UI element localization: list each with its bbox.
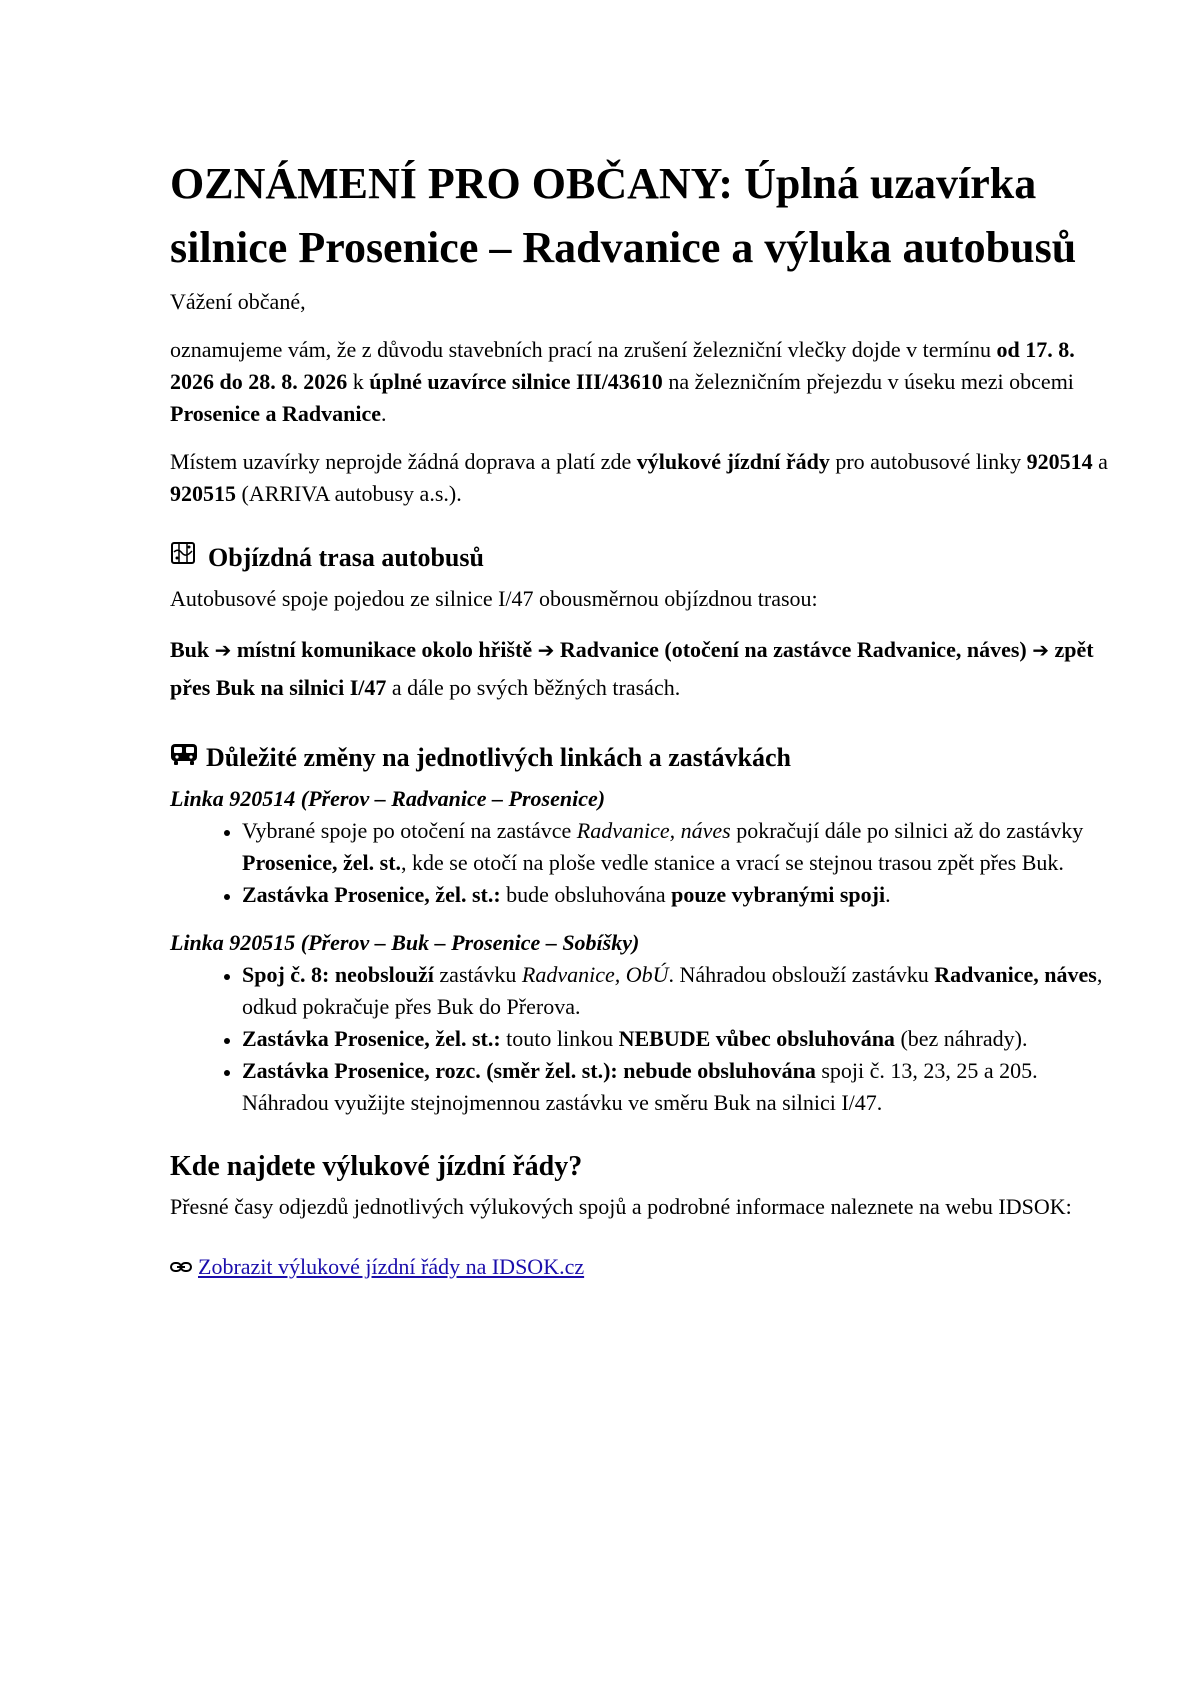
item-text: , odkud pokračuje přes Buk do Přerova.	[242, 962, 1103, 1019]
line-920515-title: Linka 920515 (Přerov – Buk – Prosenice – Sobíšky)	[170, 930, 640, 955]
item-emphasis: Spoj č. 8: neobslouží	[242, 962, 434, 987]
line-920514-title: Linka 920514 (Přerov – Radvanice – Prosenice)	[170, 786, 606, 811]
para2-text-3: a	[1092, 449, 1108, 474]
detour-text: Autobusové spoje pojedou ze silnice I/47 obousměrnou objízdnou trasou:	[170, 586, 818, 611]
document-page	[170, 152, 1110, 1283]
where-heading: Kde najdete výlukové jízdní řády?	[170, 1151, 583, 1182]
list-item	[242, 1055, 1110, 1119]
item-text: , kde se otočí na ploše vedle stanice a vrací se stejnou trasou zpět přes Buk.	[401, 850, 1064, 875]
list-item	[242, 1023, 1110, 1055]
item-text: Vybrané spoje po otočení na zastávce	[242, 818, 577, 843]
intro-paragraph	[170, 334, 1110, 430]
lines-paragraph	[170, 446, 1110, 510]
link-icon	[170, 1261, 192, 1273]
intro-text-2: k	[347, 369, 370, 394]
para2-text-1: Místem uzavírky neprojde žádná doprava a platí zde	[170, 449, 637, 474]
item-text: spoji č. 13, 23, 25 a 205. Náhradou využijte stejnojmennou zastávku ve směru Buk na silnici I/47.	[242, 1058, 1038, 1115]
item-text: zastávku	[433, 962, 522, 987]
detour-route	[170, 631, 1110, 707]
timetable-link[interactable]: Zobrazit výlukové jízdní řády na IDSOK.cz	[198, 1254, 585, 1279]
detour-heading-text: Objízdná trasa autobusů	[208, 542, 484, 572]
route-tail: a dále po svých běžných trasách.	[386, 675, 681, 700]
list-item	[242, 959, 1110, 1023]
page-title: OZNÁMENÍ PRO OBČANY: Úplná uzavírka silnice Prosenice – Radvanice a výluka autobusů	[170, 159, 1077, 272]
para2-line-1: 920514	[1026, 449, 1093, 474]
greeting: Vážení občané,	[170, 289, 306, 314]
route-stop-3: Radvanice (otočení na zastávce Radvanice, náves)	[559, 637, 1027, 662]
changes-heading	[170, 741, 1110, 775]
arrow-right-icon: ➔	[214, 638, 232, 662]
intro-dates: od 17. 8. 2026 do 28. 8. 2026	[170, 337, 1075, 394]
item-stop: Zastávka Prosenice, žel. st.:	[242, 882, 501, 907]
line-920514-list	[170, 815, 1110, 911]
item-stop: Radvanice, náves	[576, 818, 731, 843]
timetable-link-row	[170, 1251, 1110, 1283]
intro-text-1: oznamujeme vám, že z důvodu stavebních prací na zrušení železniční vlečky dojde v termínu	[170, 337, 997, 362]
item-stop: Radvanice, náves	[934, 962, 1097, 987]
intro-villages: Prosenice a Radvanice	[170, 401, 382, 426]
item-text: pokračují dále po silnici až do zastávky	[730, 818, 1084, 843]
bus-icon	[170, 741, 198, 775]
item-text: bude obsluhována	[500, 882, 672, 907]
route-stop-2: místní komunikace okolo hřiště	[236, 637, 533, 662]
detour-heading	[170, 540, 1110, 575]
route-stop-4: zpět přes Buk na silnici I/47	[170, 637, 1094, 700]
item-text: . Náhradou obslouží zastávku	[668, 962, 935, 987]
para2-text-4: (ARRIVA autobusy a.s.).	[236, 481, 462, 506]
para2-text-2: pro autobusové linky	[829, 449, 1027, 474]
map-icon	[170, 540, 196, 575]
item-text: touto linkou	[500, 1026, 619, 1051]
intro-road: úplné uzavírce silnice III/43610	[369, 369, 663, 394]
item-emphasis: NEBUDE vůbec obsluhována	[618, 1026, 895, 1051]
item-stop: Prosenice, žel. st.	[242, 850, 402, 875]
route-stop-1: Buk	[170, 637, 210, 662]
intro-text-3: na železničním přejezdu v úseku mezi obcemi	[662, 369, 1074, 394]
item-emphasis: pouze vybranými spoji	[671, 882, 886, 907]
where-text: Přesné časy odjezdů jednotlivých výlukových spojů a podrobné informace naleznete na webu IDSOK:	[170, 1194, 1072, 1219]
list-item	[242, 879, 1110, 911]
changes-heading-text: Důležité změny na jednotlivých linkách a zastávkách	[206, 743, 791, 772]
para2-timetables: výlukové jízdní řády	[636, 449, 830, 474]
item-stop: Zastávka Prosenice, rozc. (směr žel. st.): nebude obsluhována	[242, 1058, 816, 1083]
arrow-right-icon: ➔	[1032, 638, 1049, 662]
item-stop: Radvanice, ObÚ	[521, 962, 669, 987]
intro-text-4: .	[381, 401, 387, 426]
line-920515-list	[170, 959, 1110, 1119]
item-text: .	[885, 882, 891, 907]
item-stop: Zastávka Prosenice, žel. st.:	[242, 1026, 501, 1051]
para2-line-2: 920515	[170, 481, 236, 506]
item-text: (bez náhrady).	[894, 1026, 1028, 1051]
arrow-right-icon: ➔	[537, 638, 555, 662]
list-item	[242, 815, 1110, 879]
